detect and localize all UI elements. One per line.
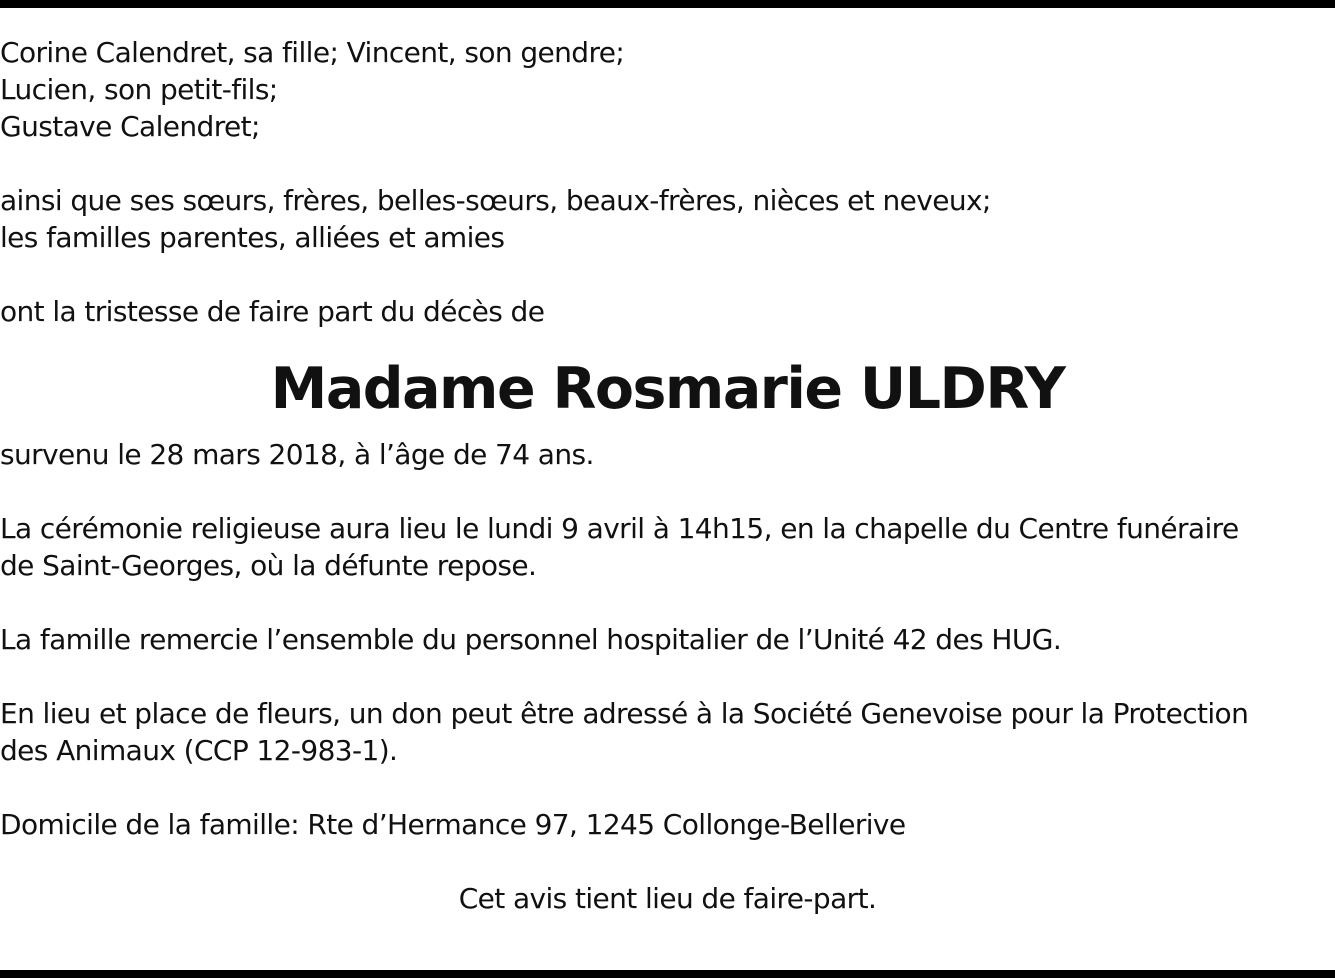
family-line-2: Lucien, son petit-fils;	[0, 73, 278, 106]
closing-note: Cet avis tient lieu de faire-part.	[458, 882, 877, 915]
relatives-line-2: les familles parentes, alliées et amies	[0, 221, 505, 254]
donation-line-2: des Animaux (CCP 12-983-1).	[0, 734, 398, 767]
family-line-3: Gustave Calendret;	[0, 110, 260, 143]
donation-line-1: En lieu et place de fleurs, un don peut être adressé à la Société Genevoise pour la Protection	[0, 697, 1249, 730]
spacer	[0, 769, 1335, 806]
relatives-line-1: ainsi que ses sœurs, frères, belles-sœurs, beaux-frères, nièces et neveux;	[0, 184, 991, 217]
spacer	[0, 658, 1335, 695]
spacer	[0, 473, 1335, 510]
spacer	[0, 843, 1335, 880]
top-border-rule	[0, 0, 1335, 8]
thanks-text: La famille remercie l’ensemble du personnel hospitalier de l’Unité 42 des HUG.	[0, 623, 1062, 656]
spacer	[0, 256, 1335, 293]
announcement-text: ont la tristesse de faire part du décès de	[0, 295, 545, 328]
ceremony-line-1: La cérémonie religieuse aura lieu le lundi 9 avril à 14h15, en la chapelle du Centre funéraire	[0, 512, 1239, 545]
obituary-notice	[0, 34, 1335, 917]
deceased-name-heading: Madame Rosmarie ULDRY	[270, 356, 1065, 422]
spacer	[0, 145, 1335, 182]
family-address: Domicile de la famille: Rte d’Hermance 97, 1245 Collonge-Bellerive	[0, 808, 906, 841]
ceremony-line-2: de Saint-Georges, où la défunte repose.	[0, 549, 537, 582]
bottom-border-rule	[0, 970, 1335, 978]
spacer	[0, 584, 1335, 621]
death-info-text: survenu le 28 mars 2018, à l’âge de 74 ans.	[0, 438, 594, 471]
family-line-1: Corine Calendret, sa fille; Vincent, son gendre;	[0, 36, 625, 69]
